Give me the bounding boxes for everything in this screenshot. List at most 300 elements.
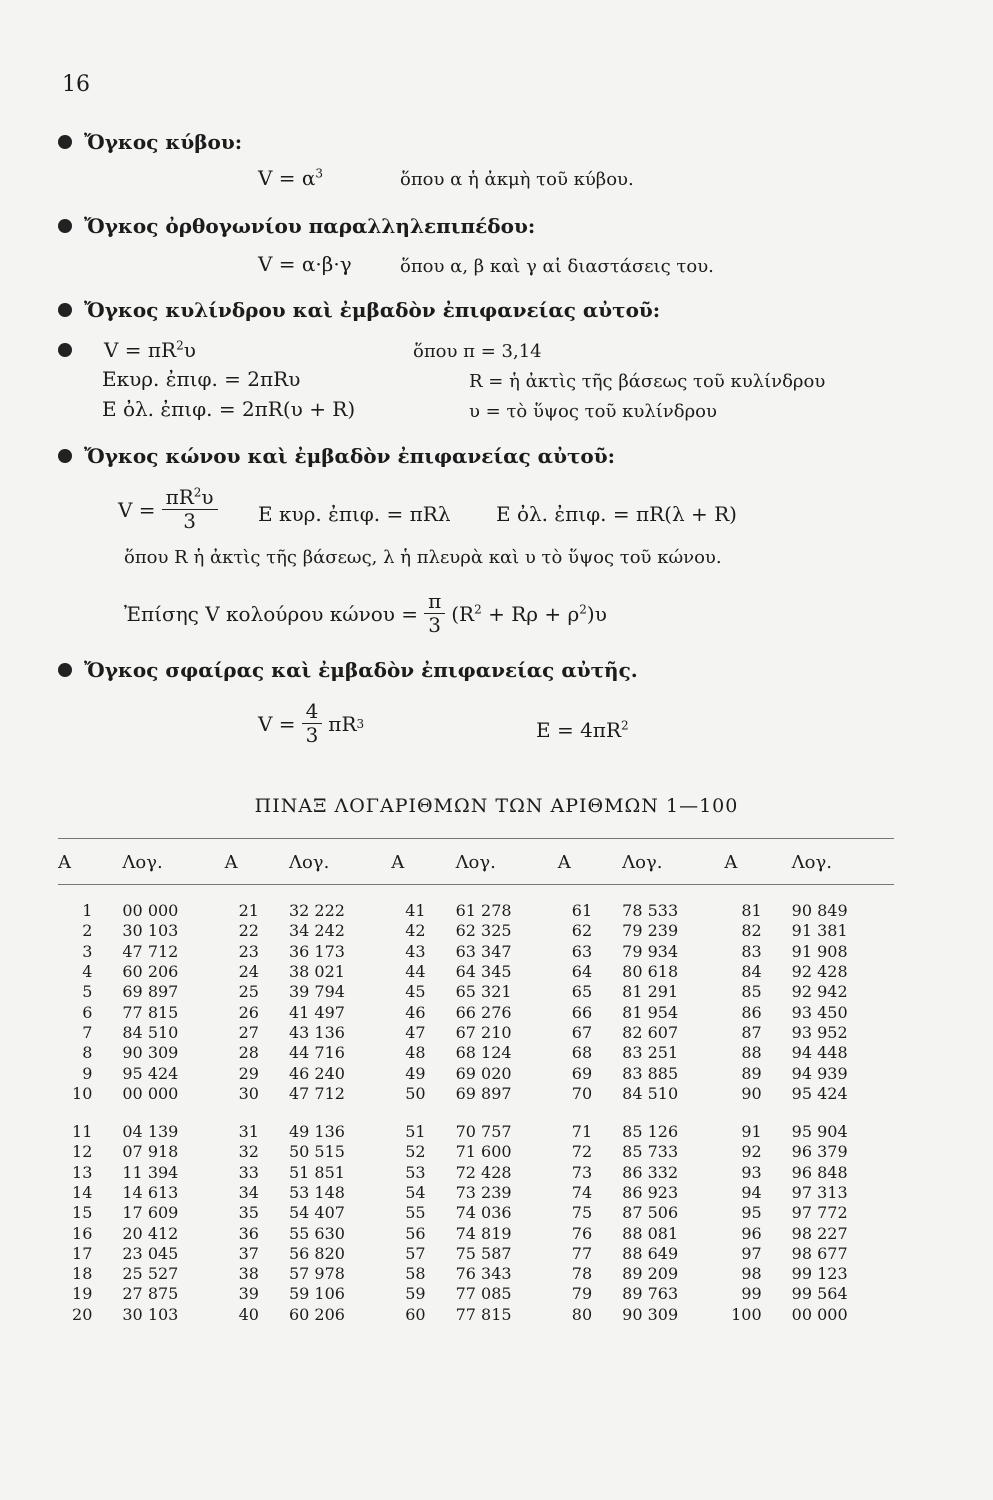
table-row [58, 982, 894, 1002]
number-cell: 72 [571, 1142, 593, 1162]
number-cell: 33 [238, 1162, 259, 1182]
cylinder-volume-exp: 2 [176, 338, 184, 353]
number-cell: 91 [741, 1122, 762, 1142]
frustum-e1: 2 [474, 601, 482, 616]
log-cell: 96 379 [791, 1142, 848, 1162]
log-cell: 98 227 [791, 1223, 848, 1243]
log-cell: 80 618 [622, 962, 679, 982]
log-cell: 67 210 [455, 1022, 512, 1042]
bullet-icon [58, 303, 72, 317]
log-cell: 82 607 [622, 1022, 679, 1042]
log-cell: 41 497 [288, 1002, 345, 1022]
number-cell: 43 [405, 941, 426, 961]
log-cell: 49 136 [288, 1122, 345, 1142]
log-cell: 54 407 [288, 1203, 345, 1223]
frustum-c: )υ [586, 601, 607, 626]
log-cell: 94 939 [791, 1063, 848, 1083]
number-cell: 20 [72, 1304, 93, 1324]
table-row [58, 887, 894, 921]
frustum-denominator: 3 [428, 613, 441, 637]
log-cell: 69 897 [455, 1083, 512, 1103]
table-row [58, 1163, 894, 1183]
log-cell: 00 000 [122, 901, 179, 921]
log-cell: 56 820 [288, 1243, 345, 1263]
log-cell: 59 106 [288, 1284, 345, 1304]
number-cell: 48 [405, 1043, 426, 1063]
log-cell: 47 712 [122, 941, 179, 961]
number-cell: 40 [238, 1304, 259, 1324]
number-cell: 13 [72, 1162, 93, 1182]
table-body [58, 887, 894, 1325]
number-cell: 95 [741, 1203, 762, 1223]
table-row [58, 1284, 894, 1304]
number-cell: 71 [571, 1122, 593, 1142]
number-cell: 38 [238, 1264, 259, 1284]
log-cell: 73 239 [455, 1183, 512, 1202]
log-cell: 46 240 [288, 1063, 345, 1083]
log-cell: 88 649 [622, 1243, 679, 1263]
log-cell: 89 763 [622, 1284, 679, 1304]
log-cell: 97 772 [791, 1203, 848, 1223]
log-cell: 64 345 [455, 962, 512, 982]
cone-heading-text: Ὄγκος κώνου καὶ ἐμβαδὸν ἐπιφανείας αὐτοῦ: [84, 444, 615, 468]
number-cell: 49 [405, 1063, 426, 1083]
number-cell: 100 [731, 1304, 762, 1324]
box-heading [58, 214, 535, 238]
number-cell: 79 [571, 1284, 593, 1304]
cube-note: ὅπου α ἡ ἀκμὴ τοῦ κύβου. [400, 169, 634, 190]
bullet-icon [58, 219, 72, 233]
table-title: ΠΙΝΑΞ ΛΟΓΑΡΙΘΜΩΝ ΤΩΝ ΑΡΙΘΜΩΝ 1—100 [254, 795, 739, 817]
number-cell: 2 [82, 921, 93, 941]
column-header-number: A [58, 852, 71, 873]
log-cell: 89 209 [622, 1264, 679, 1284]
number-cell: 4 [82, 962, 93, 982]
log-cell: 32 222 [288, 901, 345, 921]
log-cell: 75 587 [455, 1243, 512, 1263]
page-number: 16 [62, 72, 90, 97]
table-row [58, 1183, 894, 1203]
log-cell: 07 918 [122, 1142, 179, 1162]
cone-volume-fraction [162, 486, 218, 533]
log-cell: 95 904 [791, 1122, 848, 1142]
number-cell: 53 [405, 1162, 426, 1182]
log-cell: 50 515 [288, 1142, 345, 1162]
frustum-numerator: π [424, 590, 445, 614]
frustum-fraction [424, 590, 445, 637]
sphere-volume-prefix: V = [258, 711, 296, 736]
log-cell: 79 239 [622, 921, 679, 941]
number-cell: 51 [405, 1122, 426, 1142]
number-cell: 84 [741, 962, 762, 982]
frustum-body [451, 602, 607, 626]
log-cell: 20 412 [122, 1223, 179, 1243]
cylinder-heading-text: Ὄγκος κυλίνδρου καὶ ἐμβαδὸν ἐπιφανείας αὐτοῦ: [84, 298, 661, 322]
column-header-log: Λογ. [122, 852, 163, 873]
log-cell: 98 677 [791, 1243, 848, 1263]
log-cell: 85 126 [622, 1122, 679, 1142]
number-cell: 83 [741, 941, 762, 961]
cylinder-note-radius: R = ἡ ἀκτὶς τῆς βάσεως τοῦ κυλίνδρου [469, 371, 826, 392]
number-cell: 61 [571, 901, 593, 921]
log-cell: 99 564 [791, 1284, 848, 1304]
block-spacer [58, 1104, 894, 1122]
log-cell: 86 332 [622, 1162, 679, 1182]
log-cell: 95 424 [791, 1083, 848, 1103]
number-cell: 97 [741, 1243, 762, 1263]
number-cell: 44 [405, 962, 426, 982]
log-cell: 70 757 [455, 1122, 512, 1142]
log-cell: 93 952 [791, 1022, 848, 1042]
cube-heading-text: Ὄγκος κύβου: [84, 130, 243, 154]
number-cell: 12 [72, 1142, 93, 1162]
number-cell: 96 [741, 1223, 762, 1243]
number-cell: 15 [72, 1203, 93, 1223]
number-cell: 47 [405, 1022, 426, 1042]
log-cell: 61 278 [455, 901, 512, 921]
number-cell: 29 [238, 1063, 259, 1083]
log-cell: 93 450 [791, 1002, 848, 1022]
cone-volume-prefix: V = [118, 497, 156, 522]
log-cell: 55 630 [288, 1223, 345, 1243]
number-cell: 7 [82, 1022, 93, 1042]
log-cell: 74 036 [455, 1203, 512, 1223]
number-cell: 66 [571, 1002, 593, 1022]
log-cell: 83 885 [622, 1063, 679, 1083]
table-row [58, 942, 894, 962]
table-top-rule [58, 838, 894, 839]
number-cell: 26 [238, 1002, 259, 1022]
log-cell: 88 081 [622, 1223, 679, 1243]
number-cell: 24 [238, 962, 259, 982]
log-cell: 77 815 [122, 1002, 179, 1022]
frustum-e2: 2 [579, 601, 587, 616]
log-cell: 39 794 [288, 982, 345, 1002]
number-cell: 23 [238, 941, 259, 961]
number-cell: 5 [82, 982, 93, 1002]
number-cell: 70 [571, 1083, 593, 1103]
log-cell: 84 510 [122, 1022, 179, 1042]
log-cell: 60 206 [288, 1304, 345, 1324]
cone-total: E ὀλ. ἐπιφ. = πR(λ + R) [496, 502, 737, 526]
cylinder-lateral: Εκυρ. ἐπιφ. = 2πRυ [102, 367, 301, 391]
log-cell: 92 428 [791, 962, 848, 982]
log-cell: 68 124 [455, 1043, 512, 1063]
cone-volume-numerator [162, 486, 218, 510]
log-cell: 51 851 [288, 1162, 345, 1182]
log-cell: 44 716 [288, 1043, 345, 1063]
number-cell: 1 [82, 901, 93, 921]
cube-formula-text: V = α [258, 166, 316, 190]
log-cell: 38 021 [288, 962, 345, 982]
log-cell: 66 276 [455, 1002, 512, 1022]
number-cell: 8 [82, 1043, 93, 1063]
number-cell: 54 [405, 1183, 426, 1202]
number-cell: 93 [741, 1162, 762, 1182]
column-header-log: Λογ. [288, 852, 330, 873]
sphere-volume [258, 700, 364, 747]
cylinder-total: E ὀλ. ἐπιφ. = 2πR(υ + R) [102, 397, 356, 421]
log-cell: 74 819 [455, 1223, 512, 1243]
log-cell: 77 085 [455, 1284, 512, 1304]
log-cell: 43 136 [288, 1022, 345, 1042]
number-cell: 64 [571, 962, 593, 982]
number-cell: 30 [238, 1083, 259, 1103]
log-cell: 62 325 [455, 921, 512, 941]
log-cell: 53 148 [288, 1183, 345, 1202]
box-formula: V = α·β·γ [258, 252, 352, 276]
column-header-number: A [724, 852, 738, 873]
frustum-prefix: Ἐπίσης V κολούρου κώνου = [124, 601, 419, 626]
sphere-area-exp: 2 [621, 718, 629, 733]
number-cell: 89 [741, 1063, 762, 1083]
table-row [58, 1223, 894, 1243]
log-cell: 17 609 [122, 1203, 179, 1223]
log-cell: 91 381 [791, 921, 848, 941]
log-cell: 87 506 [622, 1203, 679, 1223]
cylinder-volume-b: υ [183, 338, 196, 362]
number-cell: 65 [571, 982, 593, 1002]
table-row [58, 921, 894, 941]
number-cell: 39 [238, 1284, 259, 1304]
block-spacer-cell [58, 1104, 894, 1122]
log-cell: 57 978 [288, 1264, 345, 1284]
log-cell: 85 733 [622, 1142, 679, 1162]
number-cell: 35 [238, 1203, 259, 1223]
number-cell: 62 [571, 921, 593, 941]
number-cell: 9 [82, 1063, 93, 1083]
log-cell: 71 600 [455, 1142, 512, 1162]
number-cell: 80 [571, 1304, 593, 1324]
number-cell: 74 [571, 1183, 593, 1202]
sphere-area [536, 718, 629, 742]
log-cell: 78 533 [622, 901, 679, 921]
log-cell: 95 424 [122, 1063, 179, 1083]
log-cell: 99 123 [791, 1264, 848, 1284]
log-cell: 63 347 [455, 941, 512, 961]
sphere-volume-fraction [302, 700, 323, 747]
number-cell: 31 [238, 1122, 259, 1142]
number-cell: 45 [405, 982, 426, 1002]
number-cell: 37 [238, 1243, 259, 1263]
number-cell: 6 [82, 1002, 93, 1022]
number-cell: 32 [238, 1142, 259, 1162]
number-cell: 88 [741, 1043, 762, 1063]
number-cell: 69 [571, 1063, 593, 1083]
cone-volume [118, 486, 224, 533]
table-row [58, 1002, 894, 1022]
sphere-denominator: 3 [305, 723, 319, 747]
log-cell: 69 020 [455, 1063, 512, 1083]
number-cell: 28 [238, 1043, 259, 1063]
number-cell: 10 [72, 1083, 93, 1103]
log-cell: 90 309 [622, 1304, 679, 1324]
log-cell: 92 942 [791, 982, 848, 1002]
log-cell: 04 139 [122, 1122, 179, 1142]
number-cell: 77 [571, 1243, 593, 1263]
table-row [58, 1264, 894, 1284]
log-cell: 81 954 [622, 1002, 679, 1022]
log-cell: 36 173 [288, 941, 345, 961]
logarithm-table [58, 848, 894, 1325]
log-cell: 23 045 [122, 1243, 179, 1263]
cube-heading [58, 130, 242, 154]
table-row [58, 1122, 894, 1142]
number-cell: 46 [405, 1002, 426, 1022]
frustum-b: + Rρ + ρ [481, 601, 580, 626]
log-cell: 65 321 [455, 982, 512, 1002]
number-cell: 94 [741, 1183, 762, 1202]
column-header-number: A [391, 852, 405, 873]
bullet-icon [58, 135, 72, 149]
cone-lateral: E κυρ. ἐπιφ. = πRλ [258, 502, 451, 526]
log-cell: 94 448 [791, 1043, 848, 1063]
log-cell: 27 875 [122, 1284, 179, 1304]
number-cell: 58 [405, 1264, 426, 1284]
number-cell: 11 [72, 1122, 93, 1142]
sphere-volume-exp: 3 [356, 716, 365, 731]
number-cell: 18 [72, 1264, 93, 1284]
sphere-heading [58, 658, 638, 682]
number-cell: 19 [72, 1284, 93, 1304]
number-cell: 90 [741, 1083, 762, 1103]
cone-num-a: πR [165, 485, 194, 509]
column-header-number: A [557, 852, 571, 873]
number-cell: 21 [238, 901, 259, 921]
sphere-volume-suffix: πR [328, 711, 357, 736]
log-cell: 96 848 [791, 1162, 848, 1182]
number-cell: 25 [238, 982, 259, 1002]
cylinder-note-height: υ = τὸ ὕψος τοῦ κυλίνδρου [469, 401, 717, 422]
number-cell: 92 [741, 1142, 762, 1162]
log-cell: 00 000 [791, 1304, 848, 1324]
cylinder-volume-a: V = πR [104, 338, 177, 362]
log-cell: 25 527 [122, 1264, 179, 1284]
number-cell: 75 [571, 1203, 593, 1223]
table-row [58, 1043, 894, 1063]
table-row [58, 962, 894, 982]
number-cell: 14 [72, 1183, 93, 1202]
number-cell: 87 [741, 1022, 762, 1042]
cone-num-exp: 2 [193, 485, 202, 500]
cylinder-note-pi: ὅπου π = 3,14 [413, 341, 542, 362]
log-cell: 77 815 [455, 1304, 512, 1324]
frustum-formula [124, 590, 607, 637]
number-cell: 42 [405, 921, 426, 941]
log-cell: 69 897 [122, 982, 179, 1002]
log-cell: 90 849 [791, 901, 848, 921]
cone-heading [58, 444, 615, 468]
number-cell: 81 [741, 901, 762, 921]
cube-formula [258, 166, 323, 190]
number-cell: 73 [571, 1162, 593, 1182]
number-cell: 34 [238, 1183, 259, 1202]
number-cell: 55 [405, 1203, 426, 1223]
cube-exponent: 3 [315, 166, 324, 181]
box-heading-text: Ὄγκος ὀρθογωνίου παραλληλεπιπέδου: [84, 214, 536, 238]
frustum-a: (R [451, 601, 475, 626]
log-cell: 11 394 [122, 1162, 179, 1182]
bullet-icon [58, 449, 72, 463]
log-cell: 76 343 [455, 1264, 512, 1284]
log-cell: 79 934 [622, 941, 679, 961]
number-cell: 67 [571, 1022, 593, 1042]
number-cell: 17 [72, 1243, 93, 1263]
table-row [58, 1305, 894, 1325]
log-cell: 91 908 [791, 941, 848, 961]
table-row [58, 1203, 894, 1223]
log-cell: 83 251 [622, 1043, 679, 1063]
sphere-area-text: E = 4πR [536, 718, 621, 742]
log-cell: 34 242 [288, 921, 345, 941]
number-cell: 3 [82, 941, 93, 961]
log-cell: 00 000 [122, 1083, 179, 1103]
column-header-log: Λογ. [791, 852, 832, 873]
number-cell: 82 [741, 921, 762, 941]
table-row [58, 1063, 894, 1083]
log-cell: 97 313 [791, 1183, 848, 1202]
column-header-log: Λογ. [622, 852, 663, 873]
bullet-icon [58, 343, 72, 357]
table-row [58, 1142, 894, 1162]
log-cell: 30 103 [122, 921, 179, 941]
box-note: ὅπου α, β καὶ γ αἱ διαστάσεις του. [400, 256, 714, 277]
number-cell: 59 [405, 1284, 426, 1304]
log-cell: 72 428 [455, 1162, 512, 1182]
sphere-heading-text: Ὄγκος σφαίρας καὶ ἐμβαδὸν ἐπιφανείας αὐτῆς. [84, 658, 638, 682]
number-cell: 98 [741, 1264, 762, 1284]
number-cell: 16 [72, 1223, 93, 1243]
log-cell: 47 712 [288, 1083, 345, 1103]
number-cell: 41 [405, 901, 426, 921]
log-cell: 84 510 [622, 1083, 679, 1103]
log-cell: 30 103 [122, 1304, 179, 1324]
log-cell: 60 206 [122, 962, 179, 982]
column-header-number: A [224, 852, 238, 873]
cone-note: ὅπου R ἡ ἀκτὶς τῆς βάσεως, λ ἡ πλευρὰ καὶ υ τὸ ὕψος τοῦ κώνου. [124, 547, 722, 568]
log-cell: 90 309 [122, 1043, 179, 1063]
number-cell: 27 [238, 1022, 259, 1042]
log-cell: 86 923 [622, 1183, 679, 1202]
number-cell: 86 [741, 1002, 762, 1022]
number-cell: 68 [571, 1043, 593, 1063]
column-header-log: Λογ. [455, 852, 496, 873]
log-cell: 14 613 [122, 1183, 179, 1202]
cylinder-volume [58, 338, 196, 362]
number-cell: 52 [405, 1142, 426, 1162]
number-cell: 56 [405, 1223, 426, 1243]
number-cell: 76 [571, 1223, 593, 1243]
number-cell: 85 [741, 982, 762, 1002]
bullet-icon [58, 663, 72, 677]
cylinder-heading [58, 298, 660, 322]
number-cell: 63 [571, 941, 593, 961]
log-cell: 81 291 [622, 982, 679, 1002]
number-cell: 78 [571, 1264, 593, 1284]
number-cell: 50 [405, 1083, 426, 1103]
number-cell: 36 [238, 1223, 259, 1243]
table-row [58, 1244, 894, 1264]
sphere-numerator: 4 [302, 700, 323, 724]
table-header-row [58, 848, 894, 887]
number-cell: 99 [741, 1284, 762, 1304]
number-cell: 22 [238, 921, 259, 941]
number-cell: 57 [405, 1243, 426, 1263]
table-row [58, 1023, 894, 1043]
cone-volume-denominator: 3 [183, 509, 196, 533]
cone-num-b: υ [201, 485, 214, 509]
number-cell: 60 [405, 1304, 426, 1324]
